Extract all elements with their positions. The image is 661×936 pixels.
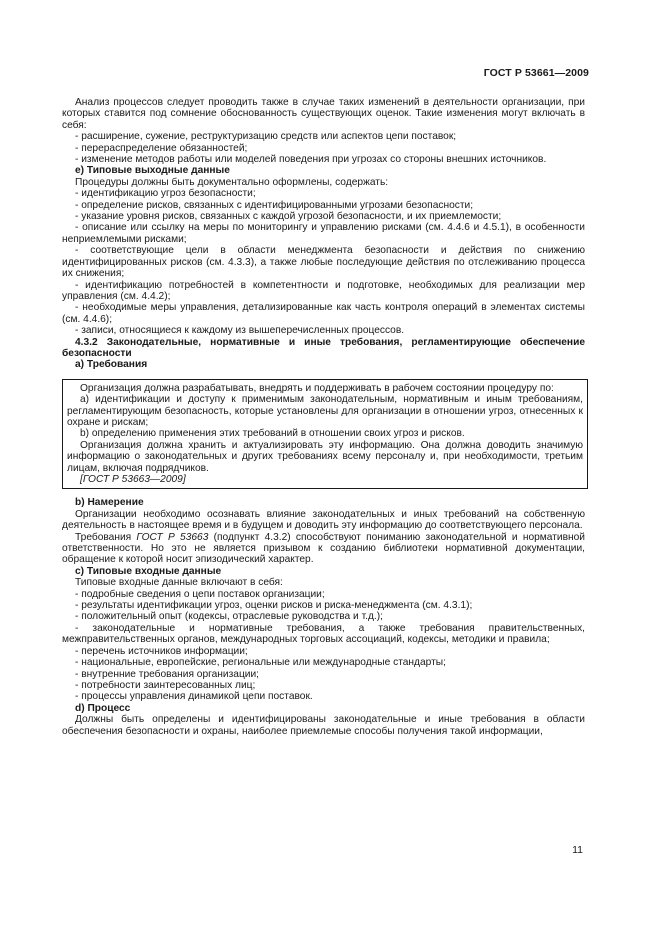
- list-item: - внутренние требования организации;: [75, 668, 259, 680]
- b-paragraph-2: [62, 532, 585, 566]
- list-item: - указание уровня рисков, связанных с каждой угрозой безопасности, и их приемлемости;: [75, 211, 502, 223]
- heading-e: е) Типовые выходные данные: [75, 165, 230, 177]
- box-paragraph: Организация должна хранить и актуализировать эту информацию. Она должна доводить значимую информацию о законодательных и других требованиях всему персоналу и, при необходимости, третьим лицам, включая подрядчиков.: [67, 439, 583, 474]
- b-paragraph: Организации необходимо осознавать влияние законодательных и иных требований на собственную деятельность в настоящее время и в будущем и доводить эту информацию до соответствующего персонала.: [62, 508, 585, 532]
- page-number: 11: [572, 844, 583, 856]
- list-item: - законодательные и нормативные требования, а также требования правительственных, межправительственных органов, международных торговых ассоциаций, кодексы, методики и правила;: [62, 622, 585, 646]
- box-reference: [ГОСТ Р 53663—2009]: [80, 474, 186, 485]
- list-item: - положительный опыт (кодексы, отраслевые руководства и т.д.);: [75, 611, 383, 623]
- list-item: - необходимые меры управления, детализированные как часть контроля операций в элементах системы (см. 4.4.6);: [62, 302, 585, 325]
- list-item: - расширение, сужение, реструктуризацию средств или аспектов цепи поставок;: [75, 131, 457, 143]
- list-item: - изменение методов работы или моделей поведения при угрозах со стороны внешних источников.: [75, 154, 547, 166]
- d-paragraph: Должны быть определены и идентифицированы законодательные и иные требования в области обеспечения безопасности и охраны, наиболее приемлемые способы получения такой информации,: [62, 714, 585, 737]
- box-paragraph: а) идентификации и доступу к применимым законодательным, нормативным и иным требованиям, регламентирующим безопасность, которые установлены для организации в отношении угроз, отнесенных к охране и рискам;: [67, 394, 583, 428]
- b-p2-end: (подпункт 4.3.2) способствуют пониманию законодательной и нормативной ответственности. Но это не является призывом к созданию библиотеки нормативной документации, обращение к которой носит эпизодический характер.: [62, 531, 585, 566]
- requirements-box: [62, 379, 588, 490]
- list-item: - описание или ссылку на меры по мониторингу и управлению рисками (см. 4.4.6 и 4.5.1), в особенности неприемлемыми рисками;: [62, 222, 585, 245]
- box-paragraph: Организация должна разрабатывать, внедрять и поддерживать в рабочем состоянии процедуру по:: [80, 382, 554, 394]
- list-item: - потребности заинтересованных лиц;: [75, 679, 256, 691]
- list-item: - результаты идентификации угроз, оценки рисков и риска-менеджмента (см. 4.3.1);: [75, 600, 473, 612]
- list-item: - определение рисков, связанных с идентифицированными угрозами безопасности;: [75, 199, 474, 211]
- heading-c: c) Типовые входные данные: [75, 565, 222, 577]
- list-item: - перераспределение обязанностей;: [75, 142, 248, 154]
- list-item: - соответствующие цели в области менеджмента безопасности и действия по снижению идентифицированных рисков (см. 4.3.3), а также любые последующие действия по отслеживанию процесса их снижения;: [62, 245, 585, 280]
- list-item: - идентификацию угроз безопасности;: [75, 188, 256, 200]
- heading-a: а) Требования: [75, 359, 148, 371]
- list-item: - процессы управления динамикой цепи поставок.: [75, 691, 313, 703]
- list-item: - подробные сведения о цепи поставок организации;: [75, 588, 325, 600]
- list-item: - национальные, европейские, региональные или международные стандарты;: [75, 657, 446, 669]
- box-paragraph: b) определению применения этих требований в отношении своих угроз и рисков.: [80, 428, 465, 440]
- e-intro: Процедуры должны быть документально оформлены, содержать:: [75, 176, 389, 188]
- heading-d: d) Процесс: [75, 702, 131, 714]
- list-item: - записи, относящиеся к каждому из вышеперечисленных процессов.: [75, 325, 405, 337]
- heading-b: b) Намерение: [75, 497, 144, 509]
- list-item: - идентификацию потребностей в компетентности и подготовке, необходимых для реализации мер управления (см. 4.4.2);: [62, 279, 585, 302]
- b-p2-ref: ГОСТ Р 53663: [136, 531, 209, 543]
- b-p2-start: Требования: [75, 531, 137, 543]
- c-intro: Типовые входные данные включают в себя:: [75, 577, 283, 589]
- section-heading-4-3-2: 4.3.2 Законодательные, нормативные и иные требования, регламентирующие обеспечение безопасности: [62, 336, 585, 359]
- standard-header: ГОСТ Р 53661—2009: [483, 67, 589, 79]
- page-content: [62, 97, 585, 737]
- list-item: - перечень источников информации;: [75, 645, 248, 657]
- intro-paragraph: Анализ процессов следует проводить также в случае таких изменений в деятельности организации, при которых ставится под сомнение обоснованность существующих оценок. Такие изменения могут включать в себя:: [62, 97, 585, 131]
